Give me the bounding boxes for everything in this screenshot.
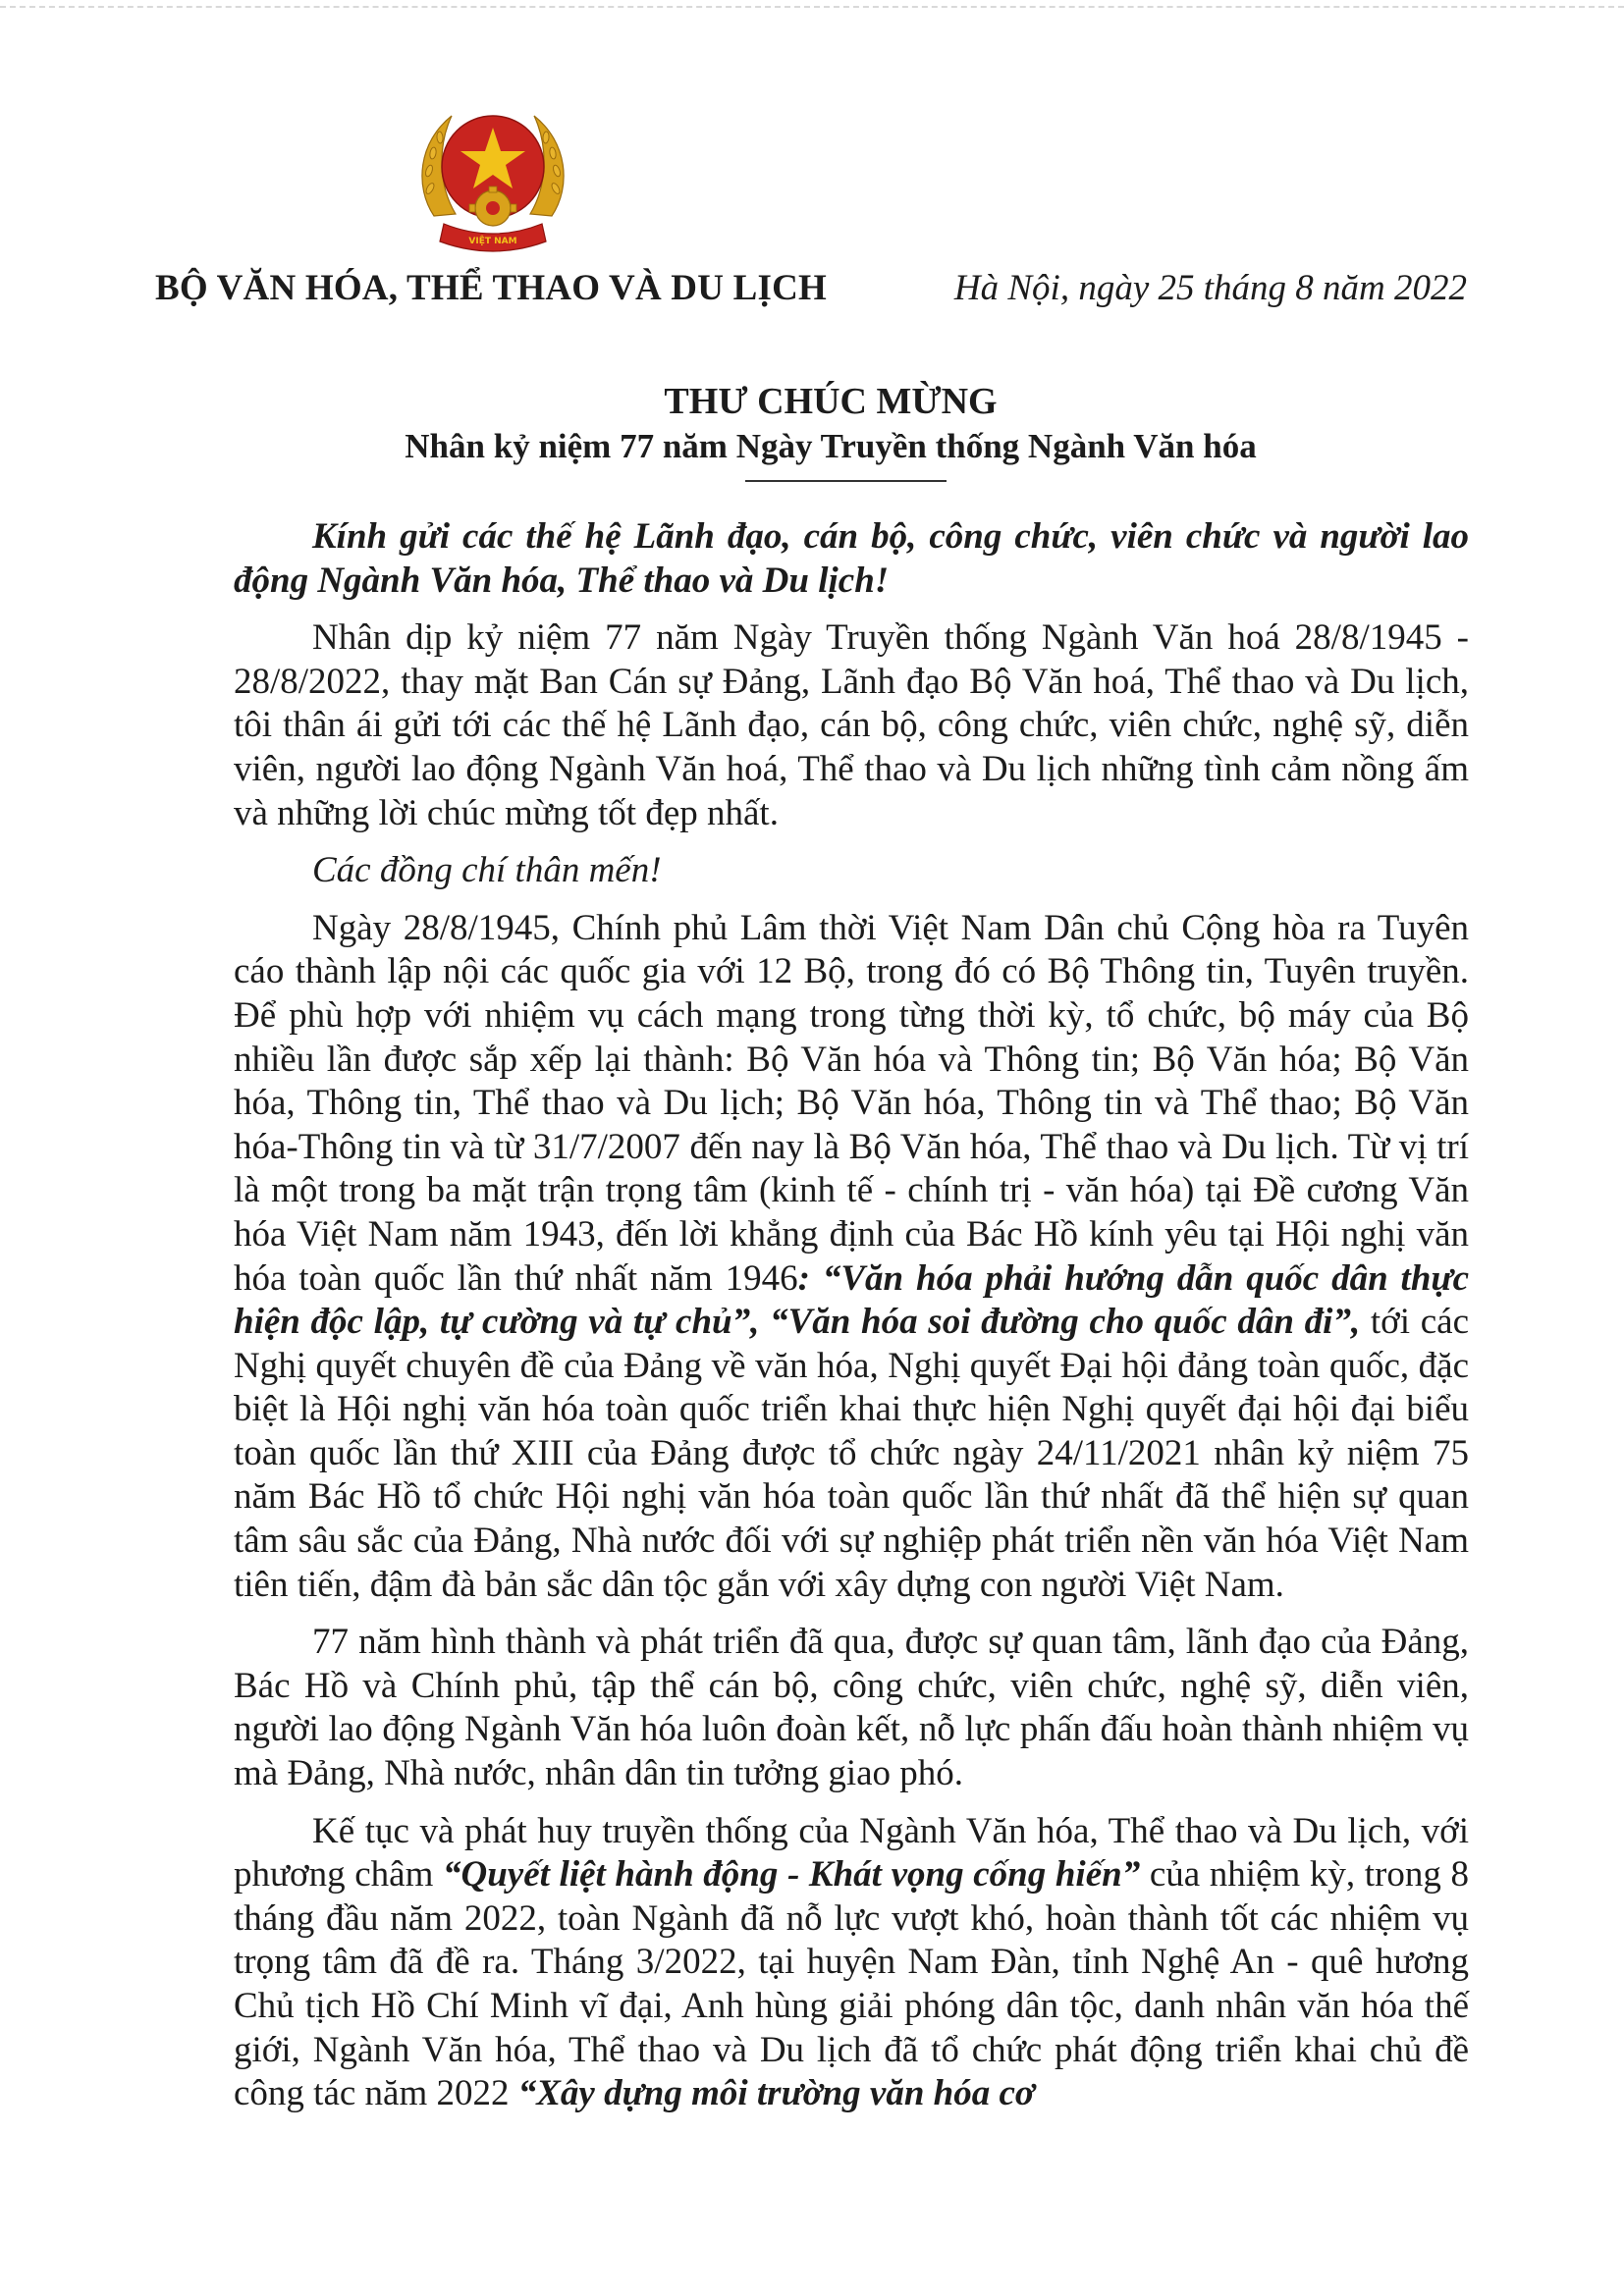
paragraph-4 bbox=[234, 1810, 1469, 2116]
emblem-banner-text: VIỆT NAM bbox=[468, 237, 517, 246]
annual-theme: “Xây dựng môi trường văn hóa cơ bbox=[517, 2073, 1035, 2114]
paragraph-4-text-b: của nhiệm kỳ, trong 8 tháng đầu năm 2022, toàn Ngành đã nỗ lực vượt khó, hoàn thành tốt các nhiệm vụ trọng tâm đã đề ra. Tháng 3/2022, tại huyện Nam Đàn, tỉnh Nghệ An - quê hương Chủ tịch Hồ Chí Minh vĩ đại, Anh hùng giải phóng dân tộc, danh nhân văn hóa thế giới, Ngành Văn hóa, Thể thao và Du lịch đã tổ chức phát động triển khai chủ đề công tác năm 2022 bbox=[234, 1854, 1469, 2114]
ho-chi-minh-quote: : “Văn hóa phải hướng dẫn quốc dân thực hiện độc lập, tự cường và tự chủ”, “Văn hóa soi đường cho quốc dân đi”, bbox=[234, 1257, 1469, 1343]
document-title: THƯ CHÚC MỪNG bbox=[664, 381, 998, 422]
paragraph-4-text-a: Kế tục và phát huy truyền thống của Ngành Văn hóa, Thể thao và Du lịch, với phương châm bbox=[234, 1810, 1469, 1896]
salutation: Kính gửi các thế hệ Lãnh đạo, cán bộ, công chức, viên chức và người lao động Ngành Văn hóa, Thể thao và Du lịch! bbox=[234, 516, 1469, 601]
letter-body bbox=[234, 515, 1469, 2130]
paragraph-1: Nhân dịp kỷ niệm 77 năm Ngày Truyền thống Ngành Văn hoá 28/8/1945 - 28/8/2022, thay mặt Ban Cán sự Đảng, Lãnh đạo Bộ Văn hoá, Thể thao và Du lịch, tôi thân ái gửi tới các thế hệ Lãnh đạo, cán bộ, công chức, viên chức, nghệ sỹ, diễn viên, người lao động Ngành Văn hoá, Thể thao và Du lịch những tình cảm nồng ấm và những lời chúc mừng tốt đẹp nhất. bbox=[234, 617, 1469, 833]
paragraph-2-text-b: tới các Nghị quyết chuyên đề của Đảng về văn hóa, Nghị quyết Đại hội đảng toàn quốc, đặc biệt là Hội nghị văn hóa toàn quốc triển khai thực hiện Nghị quyết đại hội đại biểu toàn quốc lần thứ XIII của Đảng được tổ chức ngày 24/11/2021 nhân kỷ niệm 75 năm Bác Hồ tổ chức Hội nghị văn hóa toàn quốc lần thứ nhất đã thể hiện sự quan tâm sâu sắc của Đảng, Nhà nước đối với sự nghiệp phát triển nền văn hóa Việt Nam tiên tiến, đậm đà bản sắc dân tộc gắn với xây dựng con người Việt Nam. bbox=[234, 1302, 1469, 1605]
greeting: Các đồng chí thân mến! bbox=[312, 850, 662, 891]
title-divider bbox=[745, 480, 947, 482]
motto: “Quyết liệt hành động - Khát vọng cống hiến” bbox=[443, 1854, 1141, 1896]
scan-edge bbox=[0, 0, 1624, 8]
place-and-date: Hà Nội, ngày 25 tháng 8 năm 2022 bbox=[953, 268, 1467, 308]
paragraph-2-text-a: Ngày 28/8/1945, Chính phủ Lâm thời Việt Nam Dân chủ Cộng hòa ra Tuyên cáo thành lập nội các quốc gia với 12 Bộ, trong đó có Bộ Thông tin, Tuyên truyền. Để phù hợp với nhiệm vụ cách mạng trong từng thời kỳ, tổ chức, bộ máy của Bộ nhiều lần được sắp xếp lại thành: Bộ Văn hóa và Thông tin; Bộ Văn hóa; Bộ Văn hóa, Thông tin, Thể thao và Du lịch; Bộ Văn hóa, Thông tin và Thể thao; Bộ Văn hóa-Thông tin và từ 31/7/2007 đến nay là Bộ Văn hóa, Thể thao và Du lịch. Từ vị trí là một trong ba mặt trận trọng tâm (kinh tế - chính trị - văn hóa) tại Đề cương Văn hóa Việt Nam năm 1943, đến lời khẳng định của Bác Hồ kính yêu tại Hội nghị văn hóa toàn quốc lần thứ nhất năm 1946 bbox=[234, 907, 1469, 1299]
issuing-ministry: BỘ VĂN HÓA, THỂ THAO VÀ DU LỊCH bbox=[155, 268, 827, 308]
paragraph-2 bbox=[234, 907, 1469, 1608]
paragraph-3: 77 năm hình thành và phát triển đã qua, được sự quan tâm, lãnh đạo của Đảng, Bác Hồ và Chính phủ, tập thể cán bộ, công chức, viên chức, nghệ sỹ, diễn viên, người lao động Ngành Văn hóa luôn đoàn kết, nỗ lực phấn đấu hoàn thành nhiệm vụ mà Đảng, Nhà nước, nhân dân tin tưởng giao phó. bbox=[234, 1622, 1469, 1794]
national-emblem-icon bbox=[405, 98, 581, 260]
document-subtitle: Nhân kỷ niệm 77 năm Ngày Truyền thống Ngành Văn hóa bbox=[405, 427, 1257, 465]
document-header bbox=[0, 267, 1624, 316]
title-block bbox=[0, 378, 1624, 482]
